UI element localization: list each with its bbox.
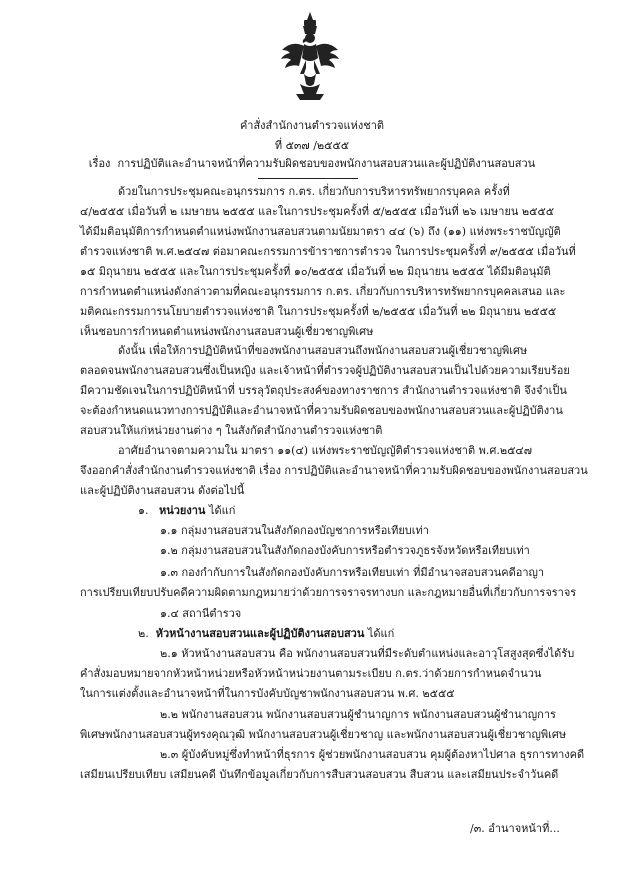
list-item: ๒.๒ พนักงานสอบสวน พนักงานสอบสวนผู้ชำนาญการ พนักงานสอบสวนผู้ชำนาญการ bbox=[160, 708, 556, 721]
body-line: ตลอดจนพนักงานสอบสวนซึ่งเป็นหญิง และเจ้าหน้าที่ตำรวจผู้ปฏิบัติงานสอบสวนเป็นไปด้วยความเรียบร้อย bbox=[80, 364, 570, 377]
list-item: ๑.๑ กลุ่มงานสอบสวนในสังกัดกองบัญชาการหรือเทียบเท่า bbox=[160, 524, 429, 537]
subject-text: การปฏิบัติและอำนาจหน้าที่ความรับผิดชอบของพนักงานสอบสวนและผู้ปฏิบัติงานสอบสวน bbox=[117, 157, 536, 170]
body-line: ได้มีมติอนุมัติการกำหนดตำแหน่งพนักงานสอบสวนตามนัยมาตรา ๔๔ (๖) ถึง (๑๑) แห่งพระราชบัญญัติ bbox=[80, 225, 561, 238]
section-number: ๒. bbox=[138, 627, 149, 640]
body-line: มติคณะกรรมการนโยบายตำรวจแห่งชาติ ในการประชุมครั้งที่ ๒/๒๕๕๕ เมื่อวันที่ ๒๒ มิถุนายน ๒๕๕๕ bbox=[80, 305, 557, 318]
order-number: ที่ ๕๓๗ /๒๕๕๕ bbox=[274, 139, 350, 152]
body-line: ในการแต่งตั้งและอำนาจหน้าที่ในการบังคับบัญชาพนักงานสอบสวน พ.ศ. ๒๕๕๕ bbox=[80, 687, 455, 700]
body-line: การกำหนดตำแหน่งดังกล่าวตามที่คณะอนุกรรมการ ก.ตร. เกี่ยวกับการบริหารทรัพยากรบุคคลเสนอ และ bbox=[80, 285, 566, 298]
body-line: พิเศษพนักงานสอบสวนผู้ทรงคุณวุฒิ พนักงานสอบสวนผู้เชี่ยวชาญ และพนักงานสอบสวนผู้เชี่ยวชาญพิเศษ bbox=[80, 728, 567, 741]
body-line: เสมียนเปรียบเทียบ เสมียนคดี บันทึกข้อมูลเกี่ยวกับการสืบสวนสอบสวน สืบสวน และเสมียนประจำวันคดี bbox=[80, 768, 559, 781]
body-line: ๔/๒๕๕๕ เมื่อวันที่ ๒ เมษายน ๒๕๕๕ และในการประชุมครั้งที่ ๕/๒๕๕๕ เมื่อวันที่ ๒๖ เมษายน ๒๕๕๕ bbox=[80, 205, 555, 218]
section-number: ๑. bbox=[138, 504, 149, 517]
section-1-heading bbox=[138, 504, 235, 518]
section-2-heading bbox=[138, 627, 394, 641]
header-divider bbox=[258, 178, 358, 179]
body-line: ด้วยในการประชุมคณะอนุกรรมการ ก.ตร. เกี่ยวกับการบริหารทรัพยากรบุคคล ครั้งที่ bbox=[118, 185, 510, 198]
body-line: คำสั่งมอบหมายจากหัวหน้าหน่วยหรือหัวหน้าหน่วยงานตามระเบียบ ก.ตร.ว่าด้วยการกำหนดจำนวน bbox=[80, 667, 542, 680]
list-item: ๑.๒ กลุ่มงานสอบสวนในสังกัดกองบังคับการหรือตำรวจภูธรจังหวัดหรือเทียบเท่า bbox=[160, 544, 530, 557]
body-line: ดังนั้น เพื่อให้การปฏิบัติหน้าที่ของพนักงานสอบสวนถึงพนักงานสอบสวนผู้เชี่ยวชาญพิเศษ bbox=[118, 344, 528, 357]
list-item: ๒.๑ หัวหน้างานสอบสวน คือ พนักงานสอบสวนที่มีระดับตำแหน่งและอาวุโสสูงสุดซึ่งได้รับ bbox=[160, 647, 575, 660]
section-title: หน่วยงาน bbox=[158, 504, 206, 517]
body-line: และผู้ปฏิบัติงานสอบสวน ดังต่อไปนี้ bbox=[80, 484, 245, 497]
list-item: ๒.๓ ผู้บังคับหมู่ซึ่งทำหน้าที่ธุรการ ผู้ช่วยพนักงานสอบสวน คุมผู้ต้องหาไปศาล ธุรการทางคดี bbox=[160, 748, 585, 761]
page-continuation: /๓. อำนาจหน้าที่... bbox=[470, 822, 560, 835]
body-line: มีความชัดเจนในการปฏิบัติหน้าที่ บรรลุวัตถุประสงค์ของทางราชการ สำนักงานตำรวจแห่งชาติ จึงจำเป็น bbox=[80, 384, 567, 397]
body-line: สอบสวนให้แก่หน่วยงานต่าง ๆ ในสังกัดสำนักงานตำรวจแห่งชาติ bbox=[80, 424, 383, 437]
body-line: อาศัยอำนาจตามความใน มาตรา ๑๑(๔) แห่งพระราชบัญญัติตำรวจแห่งชาติ พ.ศ.๒๕๔๗ bbox=[118, 444, 533, 457]
body-line: เห็นชอบการกำหนดตำแหน่งพนักงานสอบสวนผู้เชี่ยวชาญพิเศษ bbox=[80, 325, 374, 338]
garuda-emblem bbox=[278, 10, 342, 102]
agency-title: คำสั่งสำนักงานตำรวจแห่งชาติ bbox=[239, 119, 385, 132]
body-line: จะต้องกำหนดแนวทางการปฏิบัติและอำนาจหน้าที่ความรับผิดชอบของพนักงานสอบสวนและผู้ปฏิบัติงาน bbox=[80, 404, 563, 417]
list-item: ๑.๔ สถานีตำรวจ bbox=[160, 607, 242, 620]
body-line: ตำรวจแห่งชาติ พ.ศ.๒๕๔๗ ต่อมาคณะกรรมการข้าราชการตำรวจ ในการประชุมครั้งที่ ๙/๒๕๕๕ เมื่อวันที่ bbox=[80, 245, 576, 258]
subject-line bbox=[0, 154, 624, 172]
section-suffix: ได้แก่ bbox=[208, 504, 236, 517]
section-title: หัวหน้างานสอบสวนและผู้ปฏิบัติงานสอบสวน bbox=[155, 627, 365, 640]
body-line: ๑๕ มิถุนายน ๒๕๕๕ และในการประชุมครั้งที่ ๑๐/๒๕๕๕ เมื่อวันที่ ๒๒ มิถุนายน ๒๕๕๕ ได้มีมติอนุมัติ bbox=[80, 265, 551, 278]
subject-label: เรื่อง bbox=[88, 157, 111, 170]
body-line: การเปรียบเทียบปรับคดีความผิดตามกฎหมายว่าด้วยการจราจรทางบก และกฎหมายอื่นที่เกี่ยวกับการจราจร bbox=[80, 586, 577, 599]
section-suffix: ได้แก่ bbox=[367, 627, 395, 640]
list-item: ๑.๓ กองกำกับการในสังกัดกองบังคับการหรือเทียบเท่า ที่มีอำนาจสอบสวนคดีอาญา bbox=[160, 566, 545, 579]
body-line: จึงออกคำสั่งสำนักงานตำรวจแห่งชาติ เรื่อง การปฏิบัติและอำนาจหน้าที่ความรับผิดชอบของพนักงานสอบสวน bbox=[80, 464, 588, 477]
